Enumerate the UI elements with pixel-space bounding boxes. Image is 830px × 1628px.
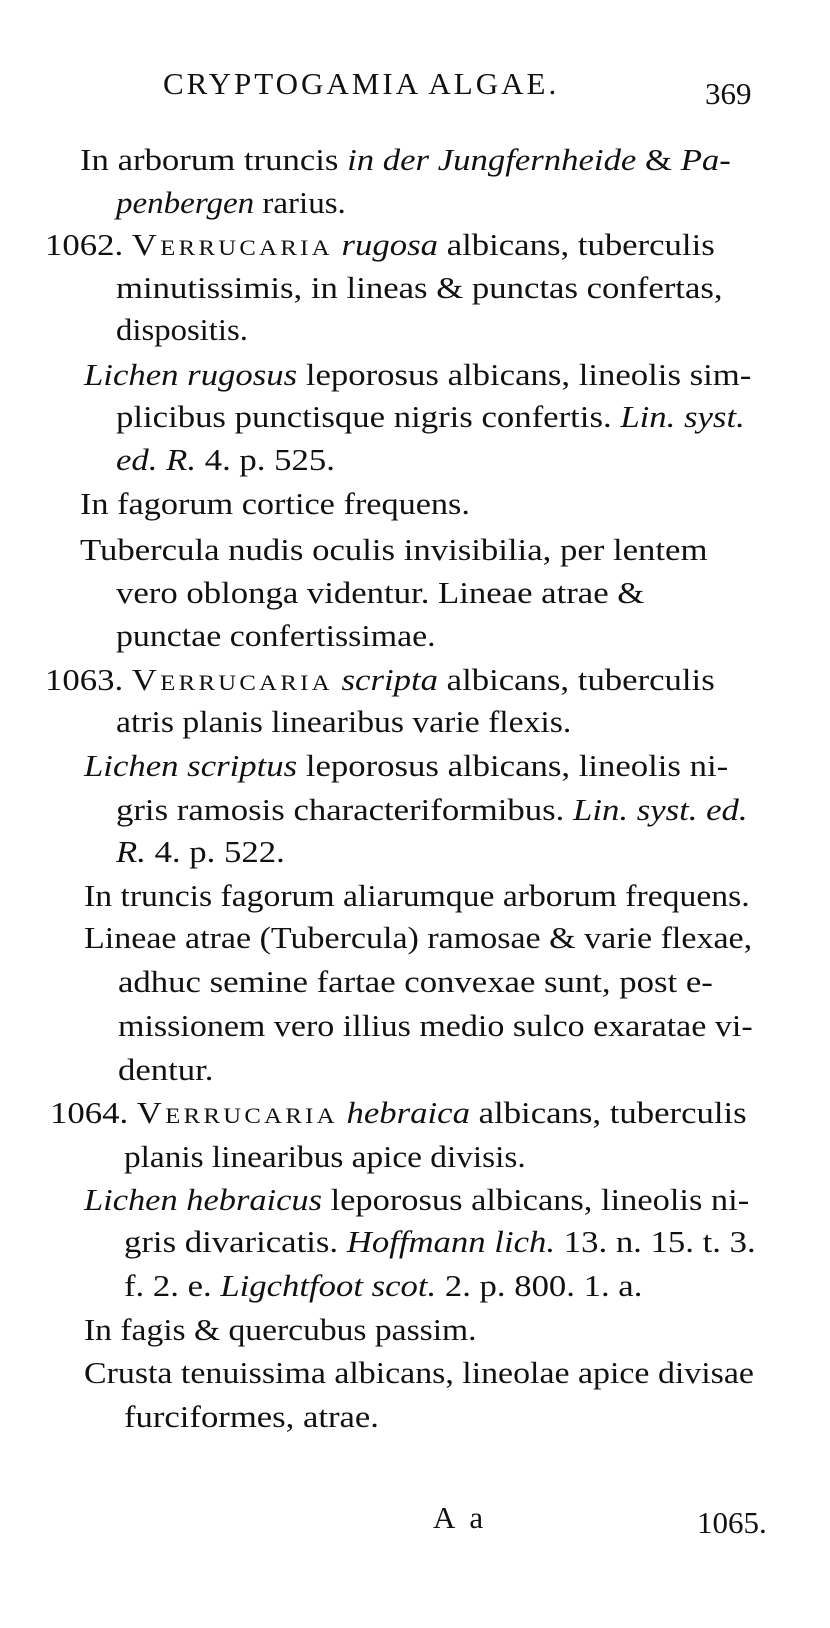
text-run: gris ramosis characteriformibus. <box>116 792 574 827</box>
text-run: vero oblonga videntur. Lineae atrae & <box>116 575 645 610</box>
text-run: planis linearibus apice divisis. <box>124 1139 526 1174</box>
italic-text: Lin. syst. <box>620 399 745 434</box>
italic-text: Lichen scriptus <box>84 748 298 783</box>
text-line <box>116 616 436 656</box>
text-run: rarius. <box>254 185 346 220</box>
text-run: Crusta tenuissima albicans, lineolae apice divisae <box>84 1355 754 1390</box>
italic-text: Lin. syst. ed. <box>573 792 748 827</box>
text-line <box>80 530 707 570</box>
text-line <box>124 1222 756 1262</box>
text-run: adhuc semine fartae convexae sunt, post e- <box>118 964 713 999</box>
text-line <box>116 832 285 872</box>
text-line <box>118 962 713 1002</box>
genus-name: Verrucaria <box>131 227 333 262</box>
italic-text: scripta <box>341 662 438 697</box>
text-line <box>116 397 745 437</box>
catchword: 1065. <box>697 1505 767 1540</box>
running-header <box>0 66 830 111</box>
text-run: 4. p. 522. <box>145 834 285 869</box>
text-run: missionem vero illius medio sulco exaratae vi- <box>118 1008 753 1043</box>
text-run: & <box>636 142 681 177</box>
text-line <box>116 790 748 830</box>
text-line <box>118 1006 753 1046</box>
text-line <box>80 484 470 524</box>
text-line <box>124 1397 379 1437</box>
italic-text: hebraica <box>346 1095 470 1130</box>
text-run: 1062. <box>45 227 132 262</box>
text-line <box>124 1266 642 1306</box>
text-line <box>50 1093 747 1133</box>
text-run: minutissimis, in lineas & punctas confertas, <box>116 270 723 305</box>
text-run: 13. n. 15. t. 3. <box>555 1224 756 1259</box>
text-run: punctae confertissimae. <box>116 618 436 653</box>
italic-text: in der Jungfernheide <box>347 142 637 177</box>
text-run: In arborum truncis <box>80 142 348 177</box>
text-line <box>80 140 731 180</box>
text-run: 2. p. 800. 1. a. <box>436 1268 643 1303</box>
text-run <box>333 662 342 697</box>
text-line <box>116 310 248 350</box>
text-line <box>116 702 571 742</box>
text-run: Lineae atrae (Tubercula) ramosae & varie flexae, <box>84 920 753 955</box>
text-line <box>84 1310 477 1350</box>
text-run: 1063. <box>45 662 132 697</box>
text-run: albicans, tuberculis <box>437 662 715 697</box>
text-run <box>338 1095 347 1130</box>
italic-text: rugosa <box>341 227 439 262</box>
italic-text: Ligchtfoot scot. <box>220 1268 437 1303</box>
text-line <box>124 1137 526 1177</box>
text-run: In fagorum cortice frequens. <box>80 486 470 521</box>
text-run: leporosus albicans, lineolis sim- <box>297 357 752 392</box>
text-line <box>116 268 723 308</box>
text-run: 1064. <box>50 1095 137 1130</box>
text-line <box>45 660 715 700</box>
text-run: furciformes, atrae. <box>124 1399 379 1434</box>
text-run: atris planis linearibus varie flexis. <box>116 704 572 739</box>
text-run: In truncis fagorum aliarumque arborum frequens. <box>84 878 750 913</box>
italic-text: penbergen <box>116 185 255 220</box>
text-run: In fagis & quercubus passim. <box>84 1312 477 1347</box>
running-title: CRYPTOGAMIA ALGAE. <box>163 66 560 101</box>
text-run: albicans, tuberculis <box>469 1095 747 1130</box>
text-line <box>84 1353 754 1393</box>
italic-text: Lichen hebraicus <box>84 1182 322 1217</box>
text-line <box>116 440 335 480</box>
text-run: leporosus albicans, lineolis ni- <box>297 748 729 783</box>
italic-text: R. <box>116 834 146 869</box>
text-line <box>84 918 752 958</box>
text-line <box>84 1180 749 1220</box>
signature-mark: A a <box>433 1500 488 1535</box>
text-line <box>84 355 751 395</box>
italic-text: Hoffmann lich. <box>346 1224 556 1259</box>
genus-name: Verrucaria <box>136 1095 338 1130</box>
text-line <box>84 746 728 786</box>
text-run: dentur. <box>118 1052 214 1087</box>
page-number: 369 <box>705 76 752 111</box>
text-line <box>116 573 644 613</box>
italic-text: Pa- <box>680 142 731 177</box>
genus-name: Verrucaria <box>131 662 333 697</box>
text-run: 4. p. 525. <box>196 442 335 477</box>
italic-text: Lichen rugosus <box>84 357 298 392</box>
text-run: albicans, tuberculis <box>438 227 715 262</box>
text-line <box>45 225 715 265</box>
text-line <box>118 1050 213 1090</box>
text-run <box>333 227 342 262</box>
italic-text: ed. R. <box>116 442 197 477</box>
text-line <box>116 183 346 223</box>
text-line <box>84 876 750 916</box>
text-run: dispositis. <box>116 312 248 347</box>
text-run: Tubercula nudis oculis invisibilia, per lentem <box>80 532 708 567</box>
text-run: gris divaricatis. <box>124 1224 347 1259</box>
text-run: plicibus punctisque nigris confertis. <box>116 399 621 434</box>
text-run: f. 2. e. <box>124 1268 221 1303</box>
text-run: leporosus albicans, lineolis ni- <box>321 1182 750 1217</box>
